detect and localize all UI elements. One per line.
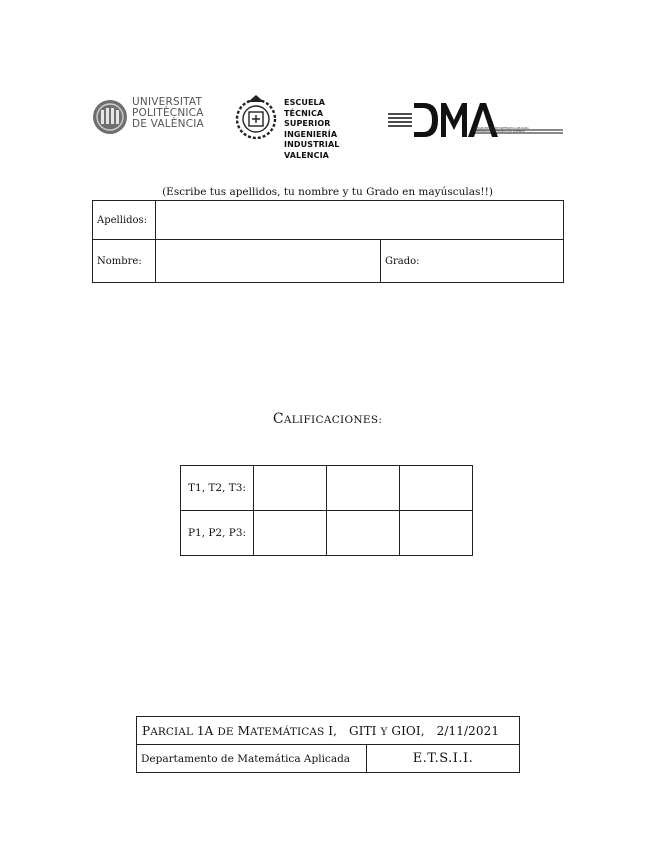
dma-logo xyxy=(388,100,563,140)
department-name: Departamento de Matemática Aplicada xyxy=(137,745,367,773)
surname-label: Apellidos: xyxy=(93,201,156,240)
upv-seal-icon xyxy=(92,97,128,137)
grade-cell[interactable] xyxy=(254,466,327,511)
upv-logo-text: UNIVERSITAT POLITÈCNICA DE VALÈNCIA xyxy=(132,96,204,130)
grade-cell[interactable] xyxy=(327,466,400,511)
exam-title: PARCIAL 1A DE MATEMÁTICAS I, GITI Y GIOI, 2/11/2021 xyxy=(137,717,520,745)
etsii-logo-text: ESCUELA TÉCNICA SUPERIOR INGENIERÍA INDUSTRIAL VALENCIA xyxy=(284,98,340,160)
name-field[interactable] xyxy=(156,240,381,283)
grades-title: CALIFICACIONES: xyxy=(272,411,383,427)
name-label: Nombre: xyxy=(93,240,156,283)
upv-logo xyxy=(92,97,210,139)
surname-field[interactable] xyxy=(156,201,564,240)
etsii-seal-icon xyxy=(234,92,278,140)
exam-footer xyxy=(136,716,520,773)
degree-cell[interactable] xyxy=(381,240,564,283)
grade-cell[interactable] xyxy=(400,511,473,556)
grade-cell[interactable] xyxy=(254,511,327,556)
degree-label: Grado: xyxy=(385,255,420,267)
exam-date: 2/11/2021 xyxy=(436,723,500,738)
grade-cell[interactable] xyxy=(400,466,473,511)
etsii-logo xyxy=(234,92,364,160)
grade-cell[interactable] xyxy=(327,511,400,556)
grades-row-label: T1, T2, T3: xyxy=(181,466,254,511)
grades-table xyxy=(180,465,473,556)
grades-row xyxy=(181,466,473,511)
school-abbr: E.T.S.I.I. xyxy=(367,745,520,773)
grades-row-label: P1, P2, P3: xyxy=(181,511,254,556)
dma-caption: DEPARTAMENTO DE MATEMÁTICA APLICADA UNIVERSITAT POLITÈCNICA DE VALÈNCIA xyxy=(474,127,529,133)
form-instruction: (Escribe tus apellidos, tu nombre y tu Grado en mayúsculas!!) xyxy=(162,186,493,198)
grades-row xyxy=(181,511,473,556)
student-id-table xyxy=(92,200,564,283)
dma-mark xyxy=(388,100,563,140)
